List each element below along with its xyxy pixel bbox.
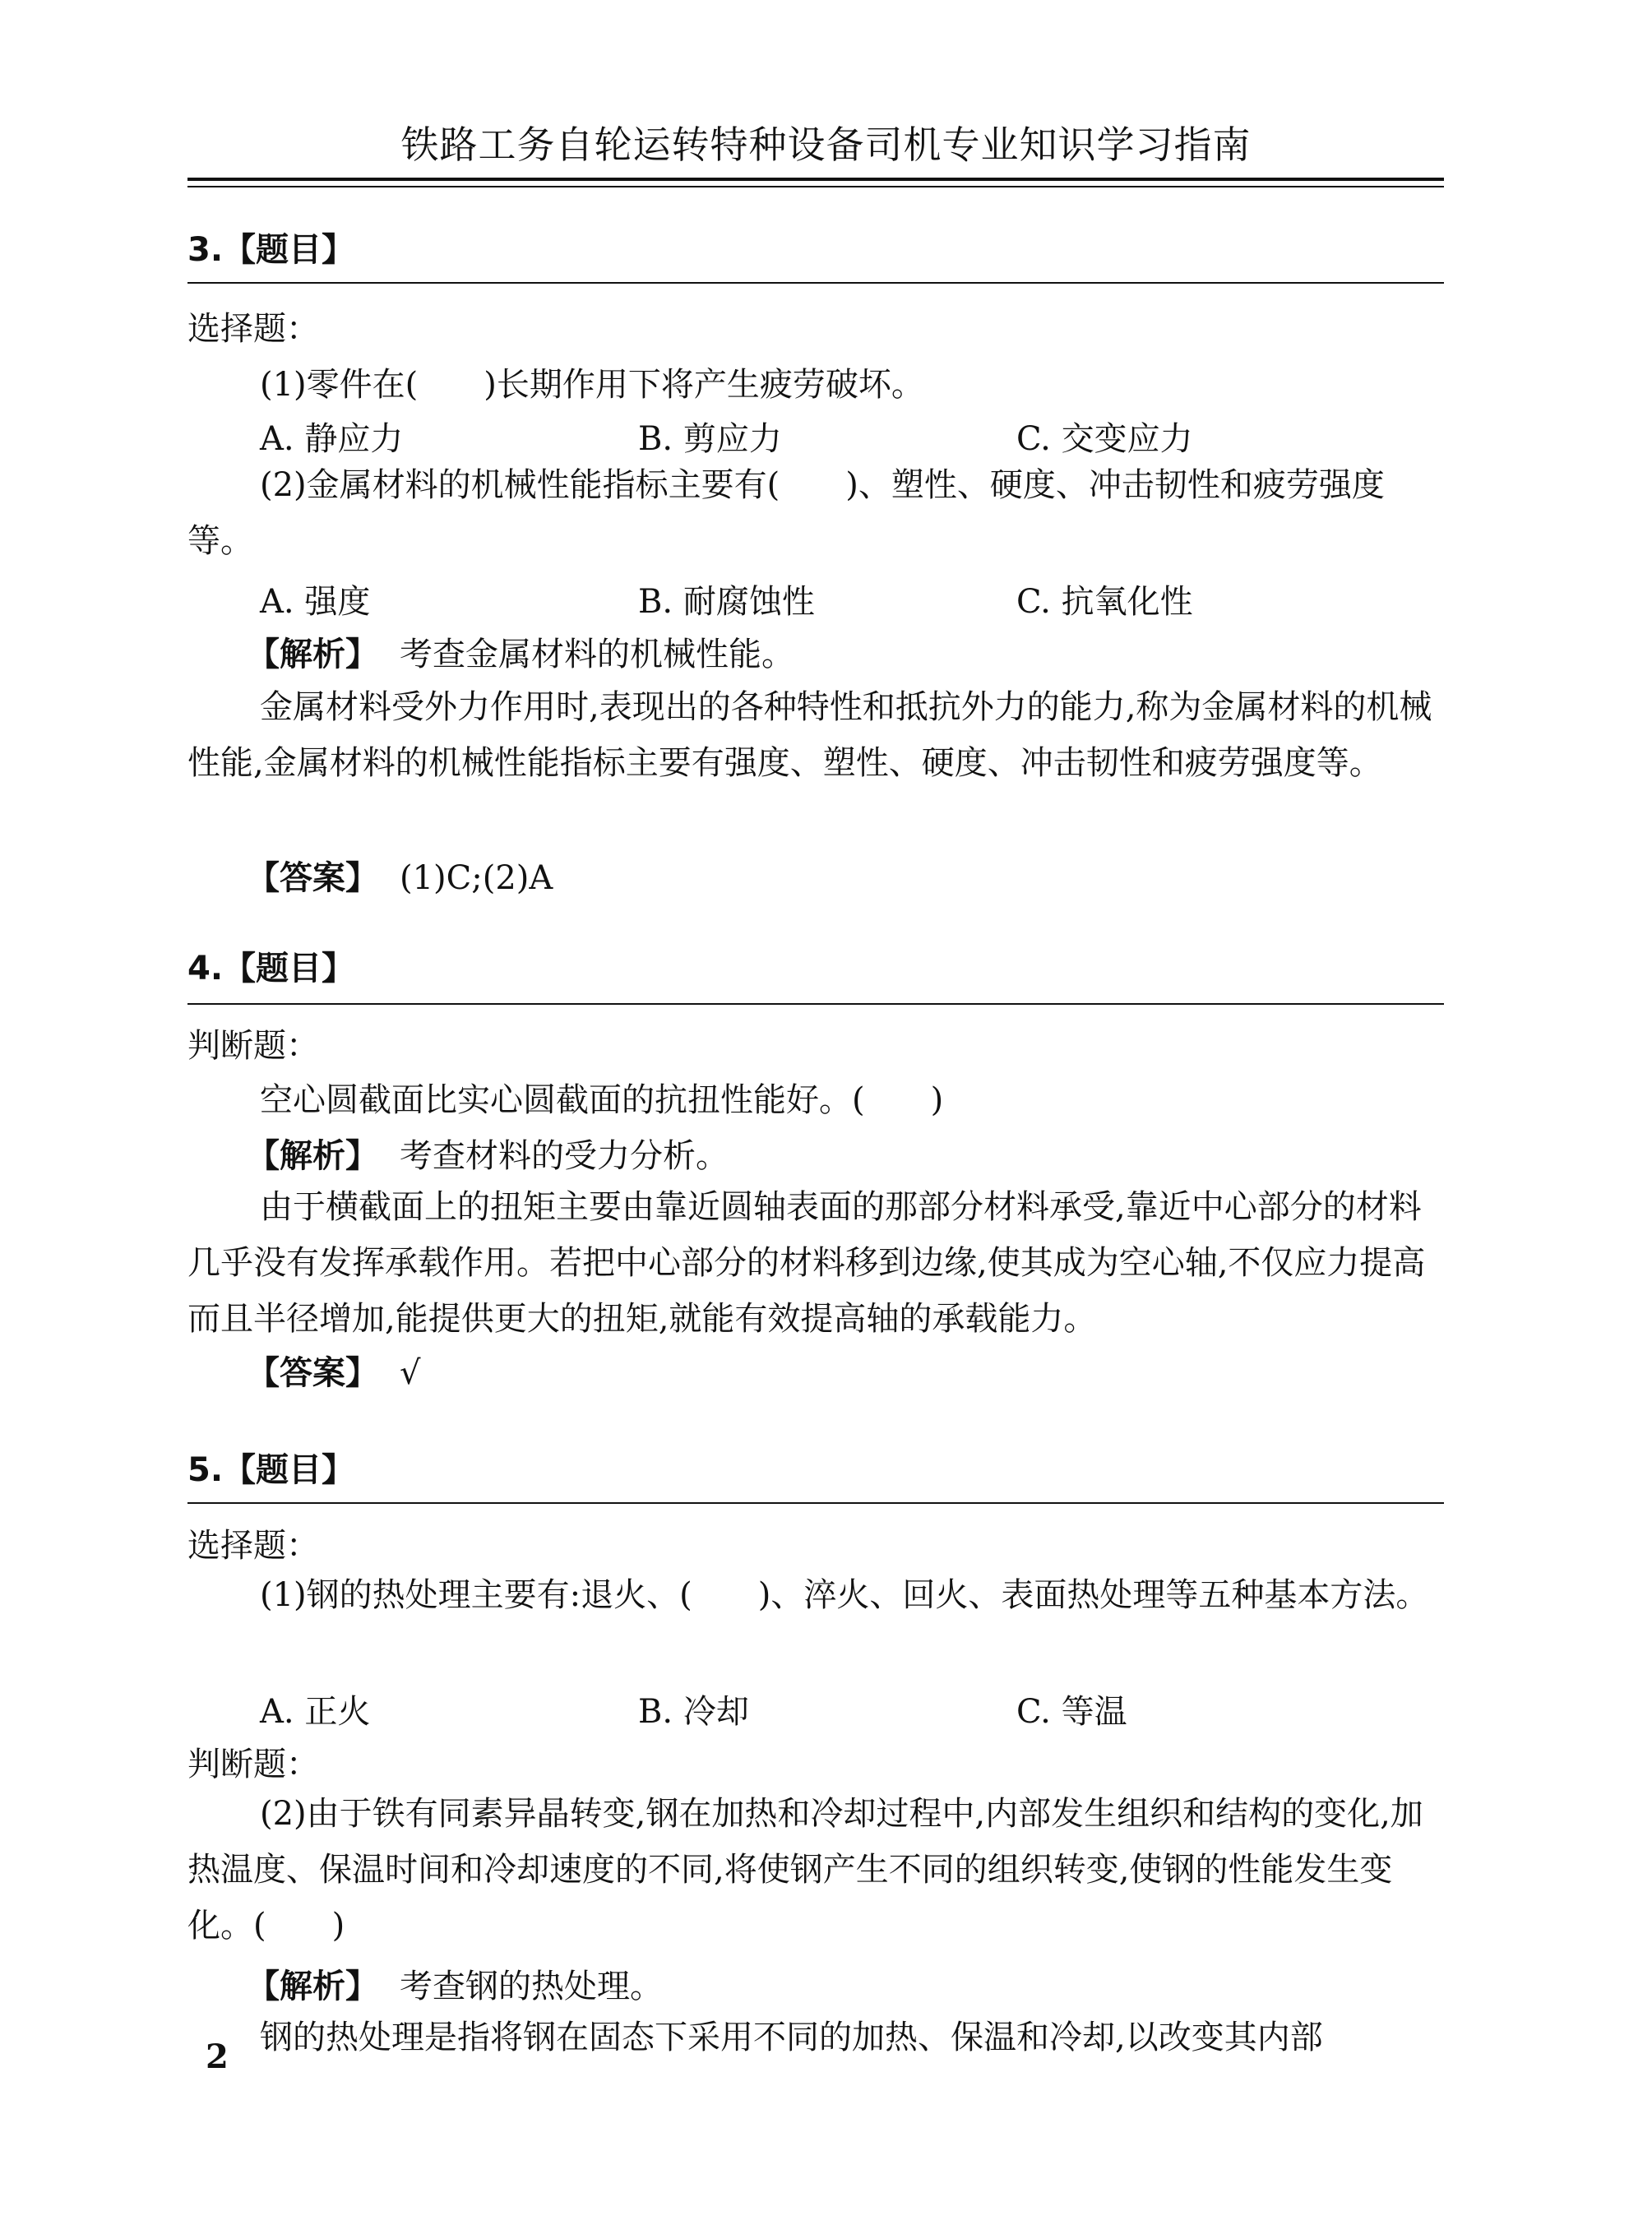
- analysis-text: 考查金属材料的机械性能。: [400, 636, 794, 673]
- analysis-text: 考查钢的热处理。: [400, 1968, 663, 2005]
- option-b: B. 冷却: [638, 1693, 749, 1731]
- option-a: A. 正火: [260, 1693, 371, 1731]
- answer-tag: 【答案】: [247, 859, 378, 897]
- analysis-tag: 【解析】: [247, 636, 378, 673]
- question-text: 空心圆截面比实心圆截面的抗扭性能好。( ): [260, 1081, 944, 1119]
- question-type-label: 判断题：: [187, 1746, 319, 1783]
- option-a: A. 强度: [260, 583, 371, 621]
- section-title: 4.【题目】: [187, 950, 355, 987]
- question-text: (2)金属材料的机械性能指标主要有( )、塑性、硬度、冲击韧性和疲劳强度等。: [187, 466, 1385, 560]
- analysis-tag: 【解析】: [247, 1968, 378, 2005]
- analysis-text: 考查材料的受力分析。: [400, 1137, 729, 1175]
- question-paragraph: [187, 1786, 1444, 1954]
- analysis-line: [247, 1960, 663, 2007]
- running-header: 铁路工务自轮运转特种设备司机专业知识学习指南: [400, 123, 1252, 167]
- section-title: 5.【题目】: [187, 1451, 355, 1489]
- question-type-label: 选择题：: [187, 1527, 319, 1565]
- option-c: C. 等温: [1016, 1693, 1127, 1731]
- section-rule: [187, 282, 1444, 284]
- answer-text: (1)C;(2)A: [400, 859, 553, 897]
- question-paragraph: [187, 1567, 1444, 1623]
- explanation-paragraph: [187, 679, 1444, 791]
- question-type-label: 选择题：: [187, 310, 319, 348]
- answer-text: √: [400, 1354, 421, 1392]
- answer-line: [247, 1347, 421, 1394]
- question-text: (1)钢的热处理主要有:退火、( )、淬火、回火、表面热处理等五种基本方法。: [260, 1576, 1429, 1614]
- question-text: (1)零件在( )长期作用下将产生疲劳破坏。: [260, 366, 924, 404]
- question-paragraph: [187, 457, 1444, 569]
- question-text: (2)由于铁有同素异晶转变,钢在加热和冷却过程中,内部发生组织和结构的变化,加热温度、保温时间和冷却速度的不同,将使钢产生不同的组织转变,使钢的性能发生变化。( ): [187, 1795, 1423, 1945]
- question-type-label: 判断题：: [187, 1027, 319, 1065]
- analysis-line: [247, 628, 794, 675]
- explanation-text: 由于横截面上的扭矩主要由靠近圆轴表面的那部分材料承受,靠近中心部分的材料几乎没有发挥承载作用。若把中心部分的材料移到边缘,使其成为空心轴,不仅应力提高而且半径增加,能提供更大的扭矩,就能有效提高轴的承载能力。: [187, 1188, 1426, 1338]
- explanation-text: 钢的热处理是指将钢在固态下采用不同的加热、保温和冷却,以改变其内部: [260, 2019, 1323, 2056]
- option-a: A. 静应力: [260, 420, 404, 458]
- section-rule: [187, 1003, 1444, 1005]
- explanation-text: 金属材料受外力作用时,表现出的各种特性和抵抗外力的能力,称为金属材料的机械性能,金属材料的机械性能指标主要有强度、塑性、硬度、冲击韧性和疲劳强度等。: [187, 688, 1432, 782]
- option-b: B. 耐腐蚀性: [638, 583, 815, 621]
- answer-tag: 【答案】: [247, 1354, 378, 1392]
- option-c: C. 交变应力: [1016, 420, 1193, 458]
- explanation-paragraph: [187, 1179, 1444, 1347]
- option-b: B. 剪应力: [638, 420, 782, 458]
- header-rule-thin: [187, 186, 1444, 187]
- header-rule-thick: [187, 178, 1444, 181]
- analysis-tag: 【解析】: [247, 1137, 378, 1175]
- option-c: C. 抗氧化性: [1016, 583, 1193, 621]
- section-rule: [187, 1502, 1444, 1504]
- answer-line: [247, 852, 553, 899]
- section-title: 3.【题目】: [187, 231, 355, 269]
- analysis-line: [247, 1130, 729, 1177]
- page-number: 2: [206, 2037, 229, 2076]
